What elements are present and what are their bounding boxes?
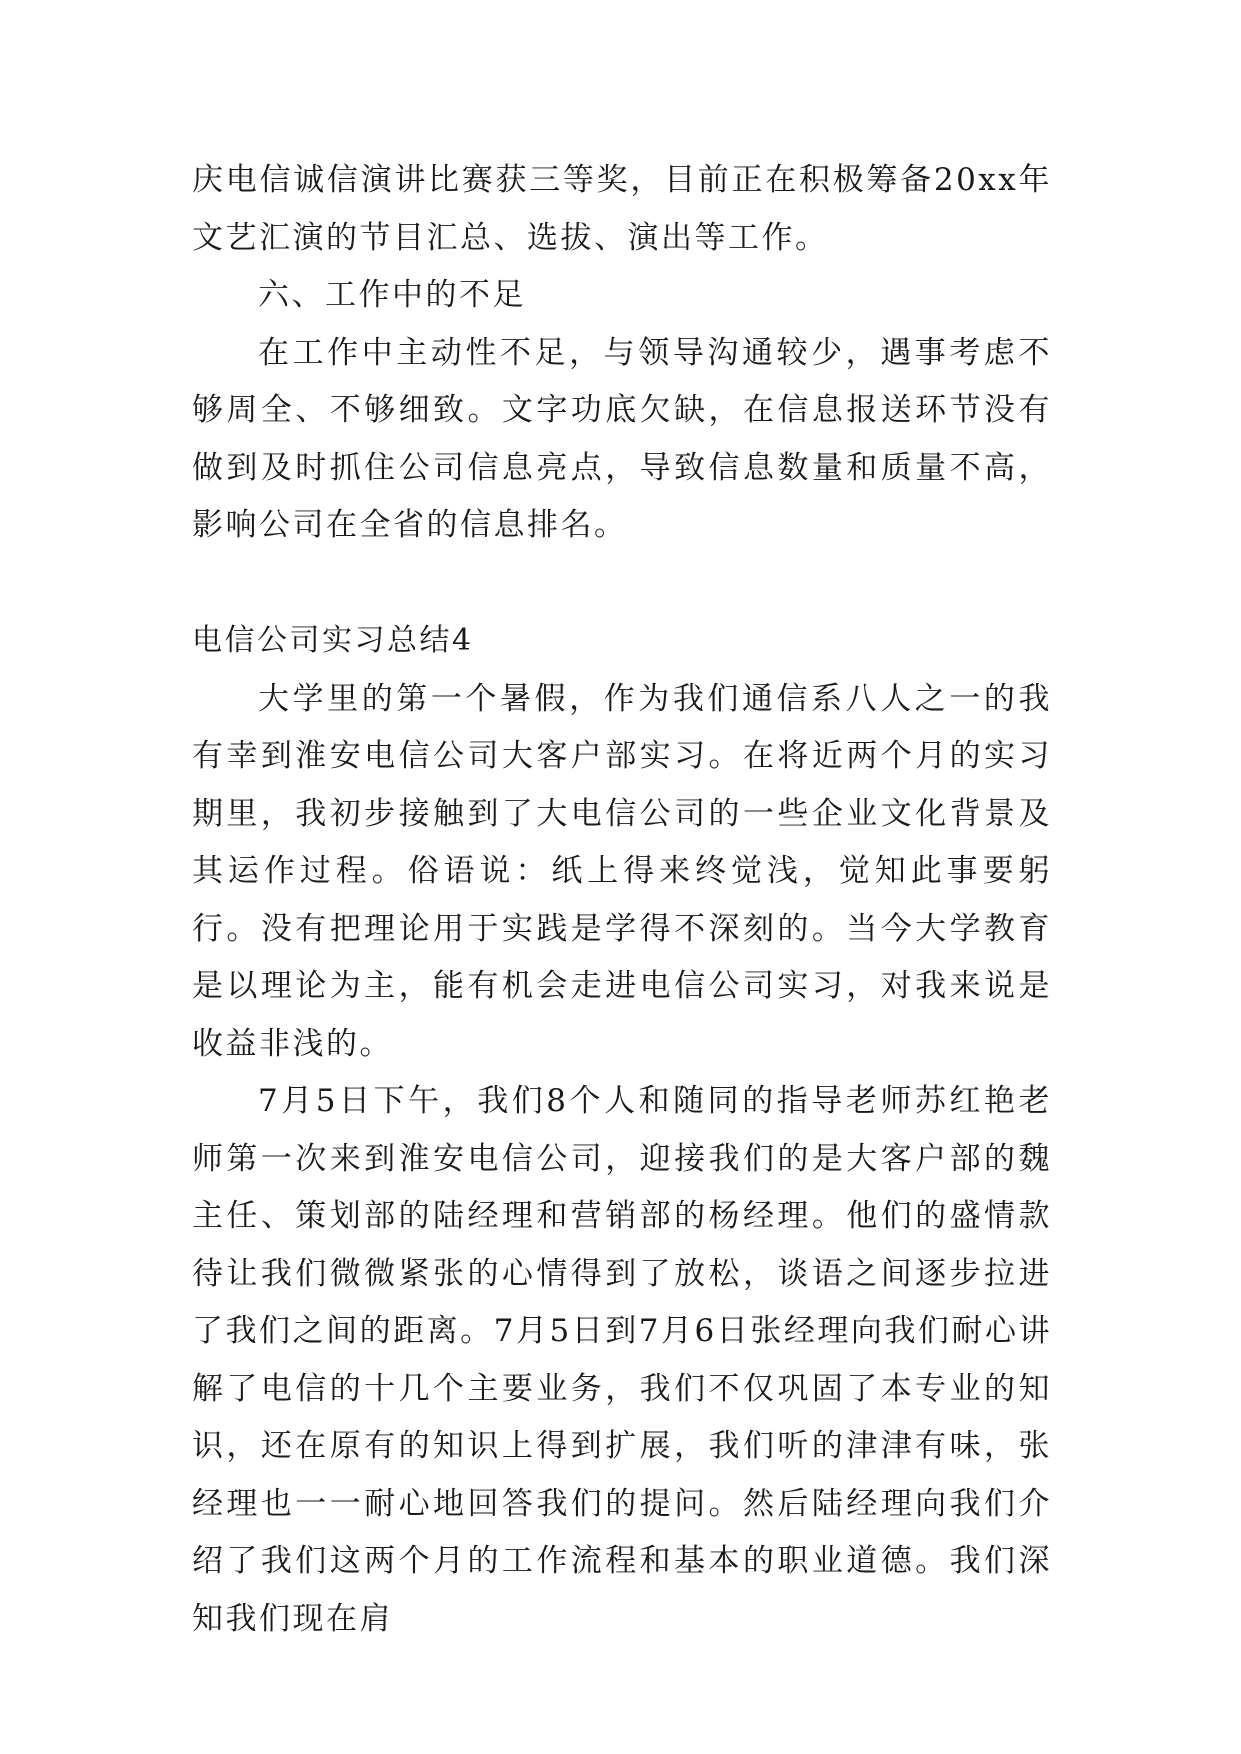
- document-body: [192, 152, 1052, 1648]
- paragraph-continuation: 庆电信诚信演讲比赛获三等奖，目前正在积极筹备20xx年文艺汇演的节目汇总、选拔、演出等工作。: [192, 162, 1052, 256]
- section-gap: [192, 555, 1052, 611]
- paragraph-july: 7月5日下午，我们8个人和随同的指导老师苏红艳老师第一次来到淮安电信公司，迎接我们的是大客户部的魏主任、策划部的陆经理和营销部的杨经理。他们的盛情款待让我们微微紧张的心情得到了放松，谈语之间逐步拉进了我们之间的距离。7月5日到7月6日张经理向我们耐心讲解了电信的十几个主要业务，我们不仅巩固了本专业的知识，还在原有的知识上得到扩展，我们听的津津有味，张经理也一一耐心地回答我们的提问。然后陆经理向我们介绍了我们这两个月的工作流程和基本的职业道德。我们深知我们现在肩: [192, 1083, 1052, 1637]
- paragraph-shortcomings: 在工作中主动性不足，与领导沟通较少，遇事考虑不够周全、不够细致。文字功底欠缺，在信息报送环节没有做到及时抓住公司信息亮点，导致信息数量和质量不高，影响公司在全省的信息排名。: [192, 334, 1052, 543]
- article-title: 电信公司实习总结4: [192, 622, 474, 658]
- paragraph-intro: 大学里的第一个暑假，作为我们通信系八人之一的我有幸到淮安电信公司大客户部实习。在将近两个月的实习期里，我初步接触到了大电信公司的一些企业文化背景及其运作过程。俗语说：纸上得来终觉浅，觉知此事要躬行。没有把理论用于实践是学得不深刻的。当今大学教育是以理论为主，能有机会走进电信公司实习，对我来说是收益非浅的。: [192, 680, 1052, 1062]
- section-heading: 六、工作中的不足: [258, 277, 526, 313]
